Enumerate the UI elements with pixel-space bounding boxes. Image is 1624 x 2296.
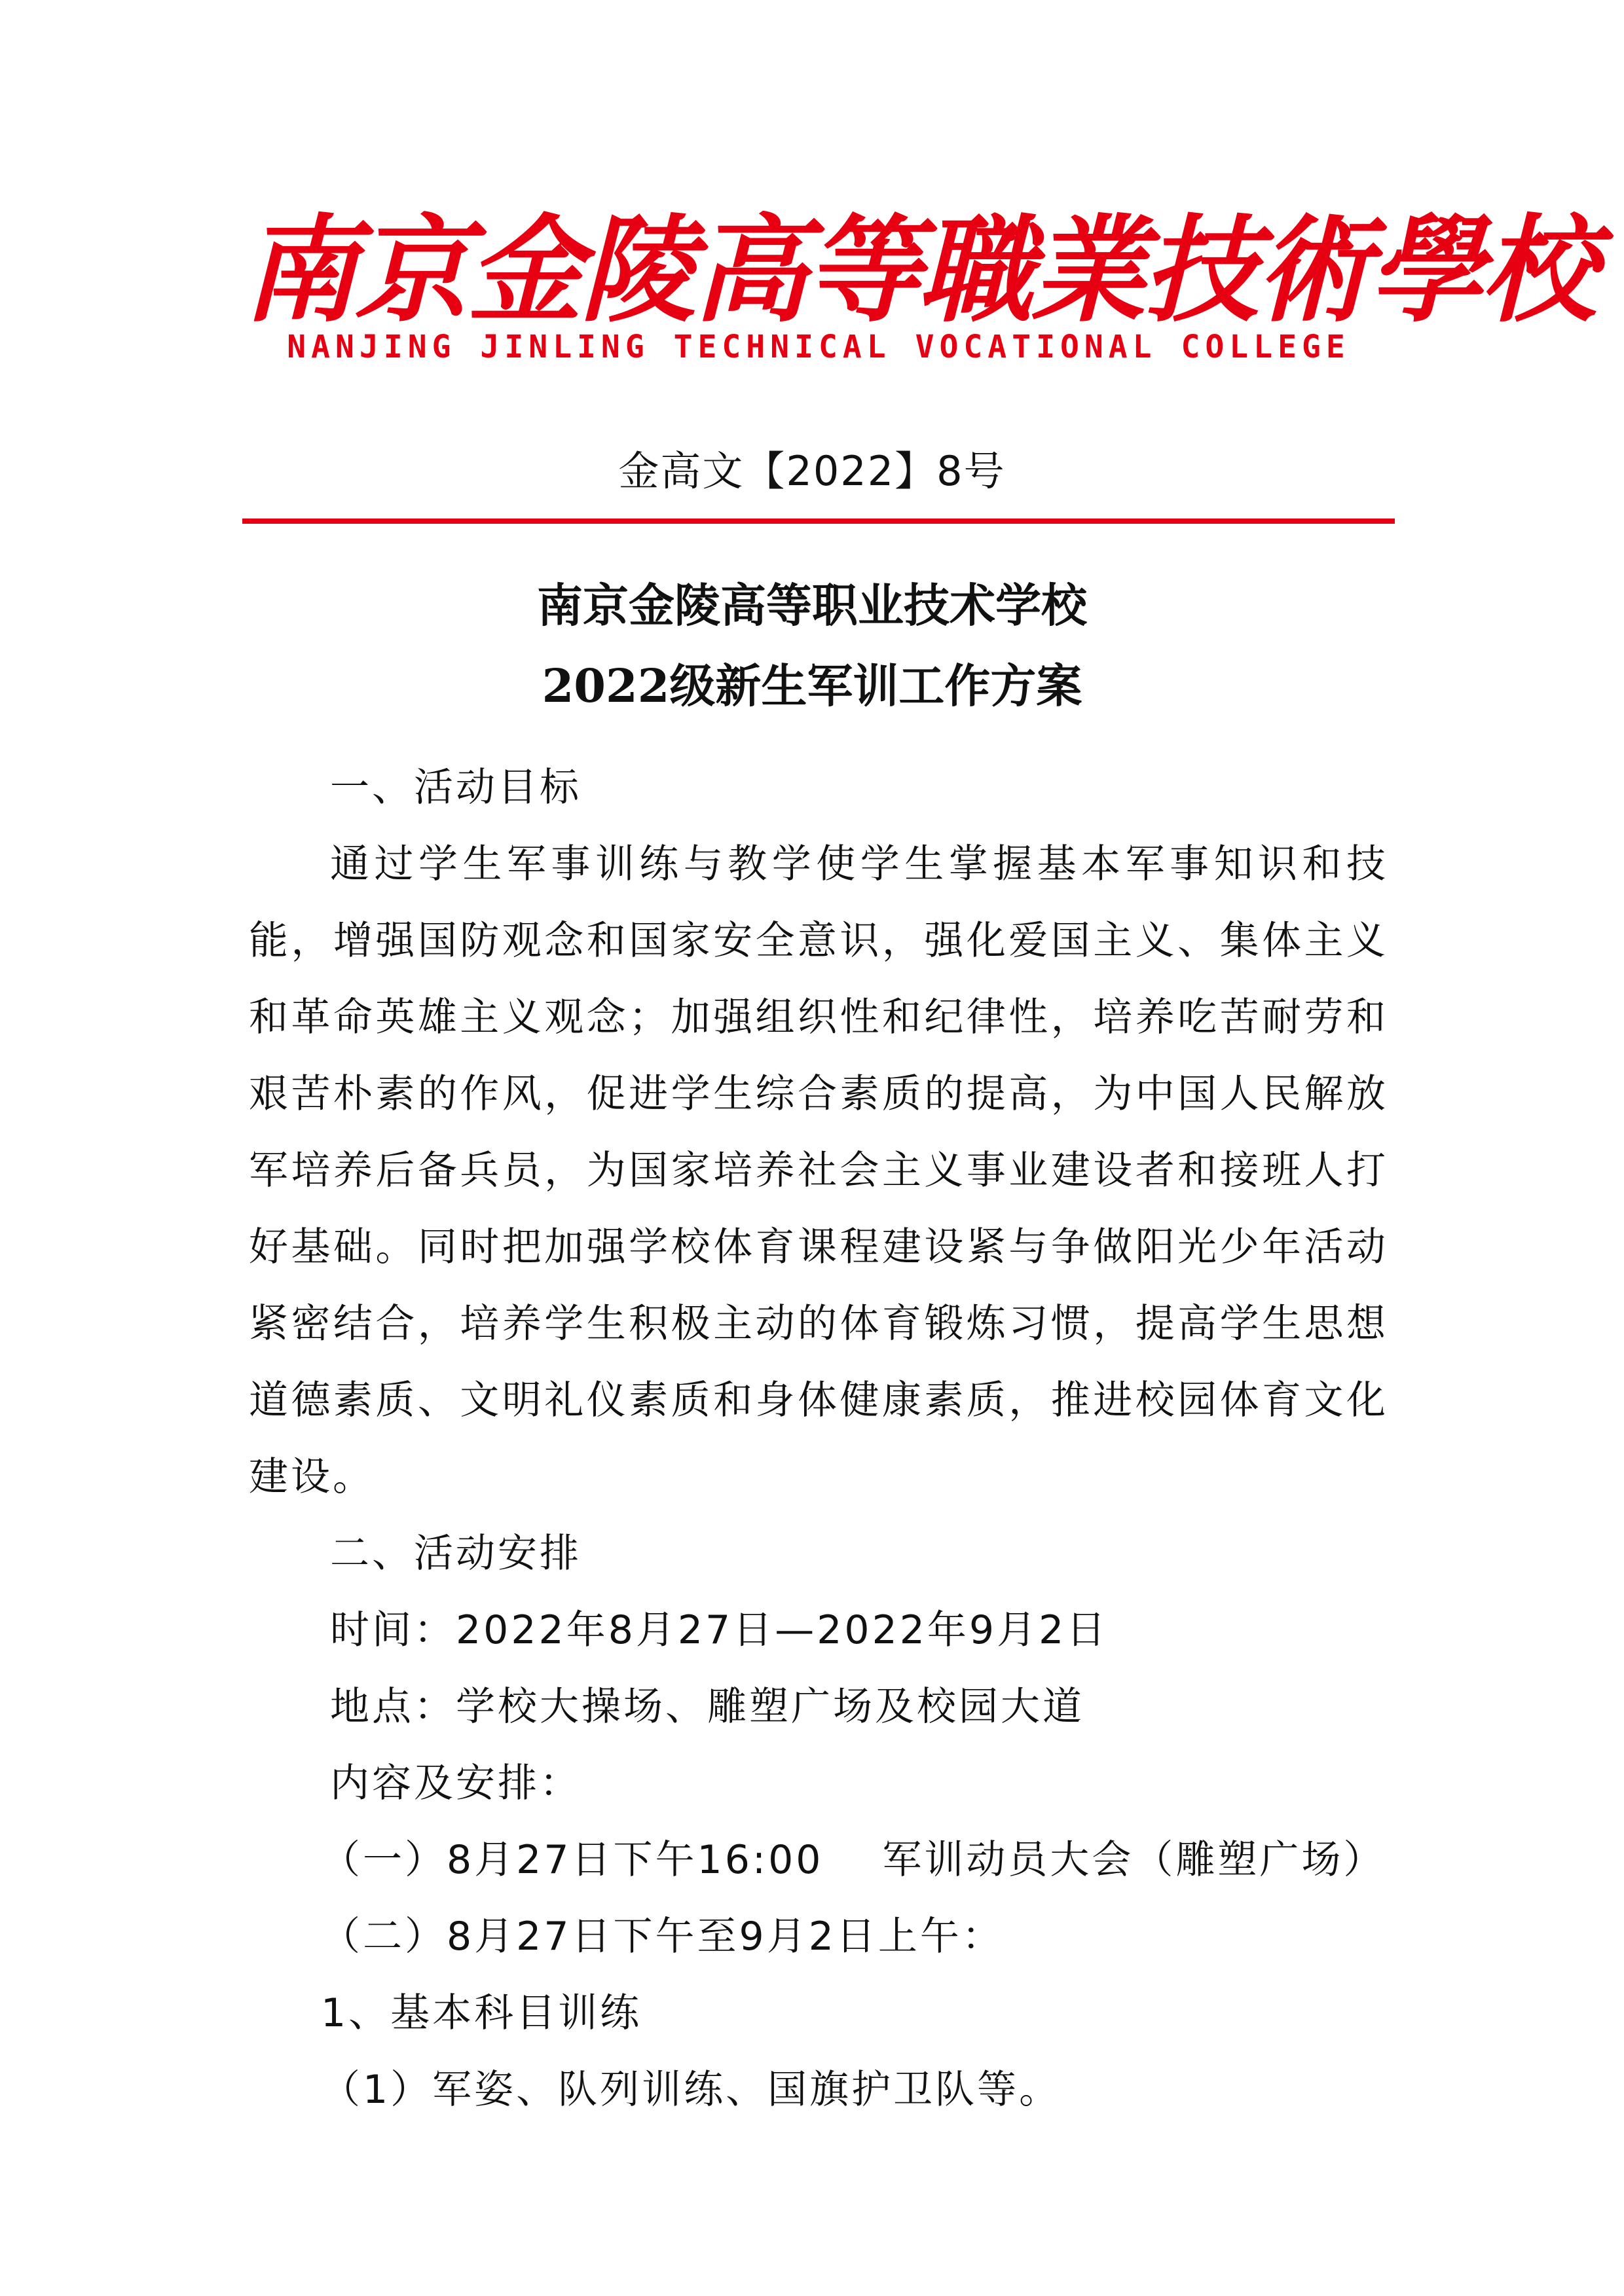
document-body — [249, 750, 1388, 2128]
letterhead-school-name-en: NANJING JINLING TECHNICAL VOCATIONAL COLLEGE — [287, 329, 1350, 365]
letterhead-school-name-cn: 南京金陵高等職業技術學校 — [242, 202, 1595, 338]
goals-paragraph: 通过学生军事训练与教学使学生掌握基本军事知识和技能，增强国防观念和国家安全意识，强化爱国主义、集体主义和革命英雄主义观念；加强组织性和纪律性，培养吃苦耐劳和艰苦朴素的作风，促进学生综合素质的提高，为中国人民解放军培养后备兵员，为国家培养社会主义事业建设者和接班人打好基础。同时把加强学校体育课程建设紧与争做阳光少年活动紧密结合，培养学生积极主动的体育锻炼习惯，提高学生思想道德素质、文明礼仪素质和身体健康素质，推进校园体育文化建设。 — [249, 841, 1388, 1500]
schedule-item-1 — [249, 1822, 1388, 1899]
activity-time: 时间：2022年8月27日—2022年9月2日 — [330, 1607, 1109, 1653]
content-label: 内容及安排： — [330, 1760, 581, 1806]
schedule-item-2: （二）8月27日下午至9月2日上午： — [321, 1914, 1004, 1959]
schedule-item-1-desc: 军训动员大会（雕塑广场） — [882, 1837, 1386, 1883]
section-heading-goals: 一、活动目标 — [330, 765, 581, 811]
document-title-line2: 2022级新生军训工作方案 — [542, 659, 1082, 713]
schedule-item-1-time: （一）8月27日下午16:00 — [321, 1837, 824, 1883]
section-heading-arrangement: 二、活动安排 — [330, 1531, 581, 1576]
document-title-line1: 南京金陵高等职业技术学校 — [537, 578, 1087, 632]
document-number: 金高文【2022】8号 — [618, 447, 1006, 495]
red-divider — [242, 519, 1395, 524]
training-item-1: 1、基本科目训练 — [321, 1990, 642, 2036]
activity-place: 地点：学校大操场、雕塑广场及校园大道 — [330, 1684, 1084, 1730]
training-item-1-1: （1）军姿、队列训练、国旗护卫队等。 — [321, 2067, 1061, 2113]
